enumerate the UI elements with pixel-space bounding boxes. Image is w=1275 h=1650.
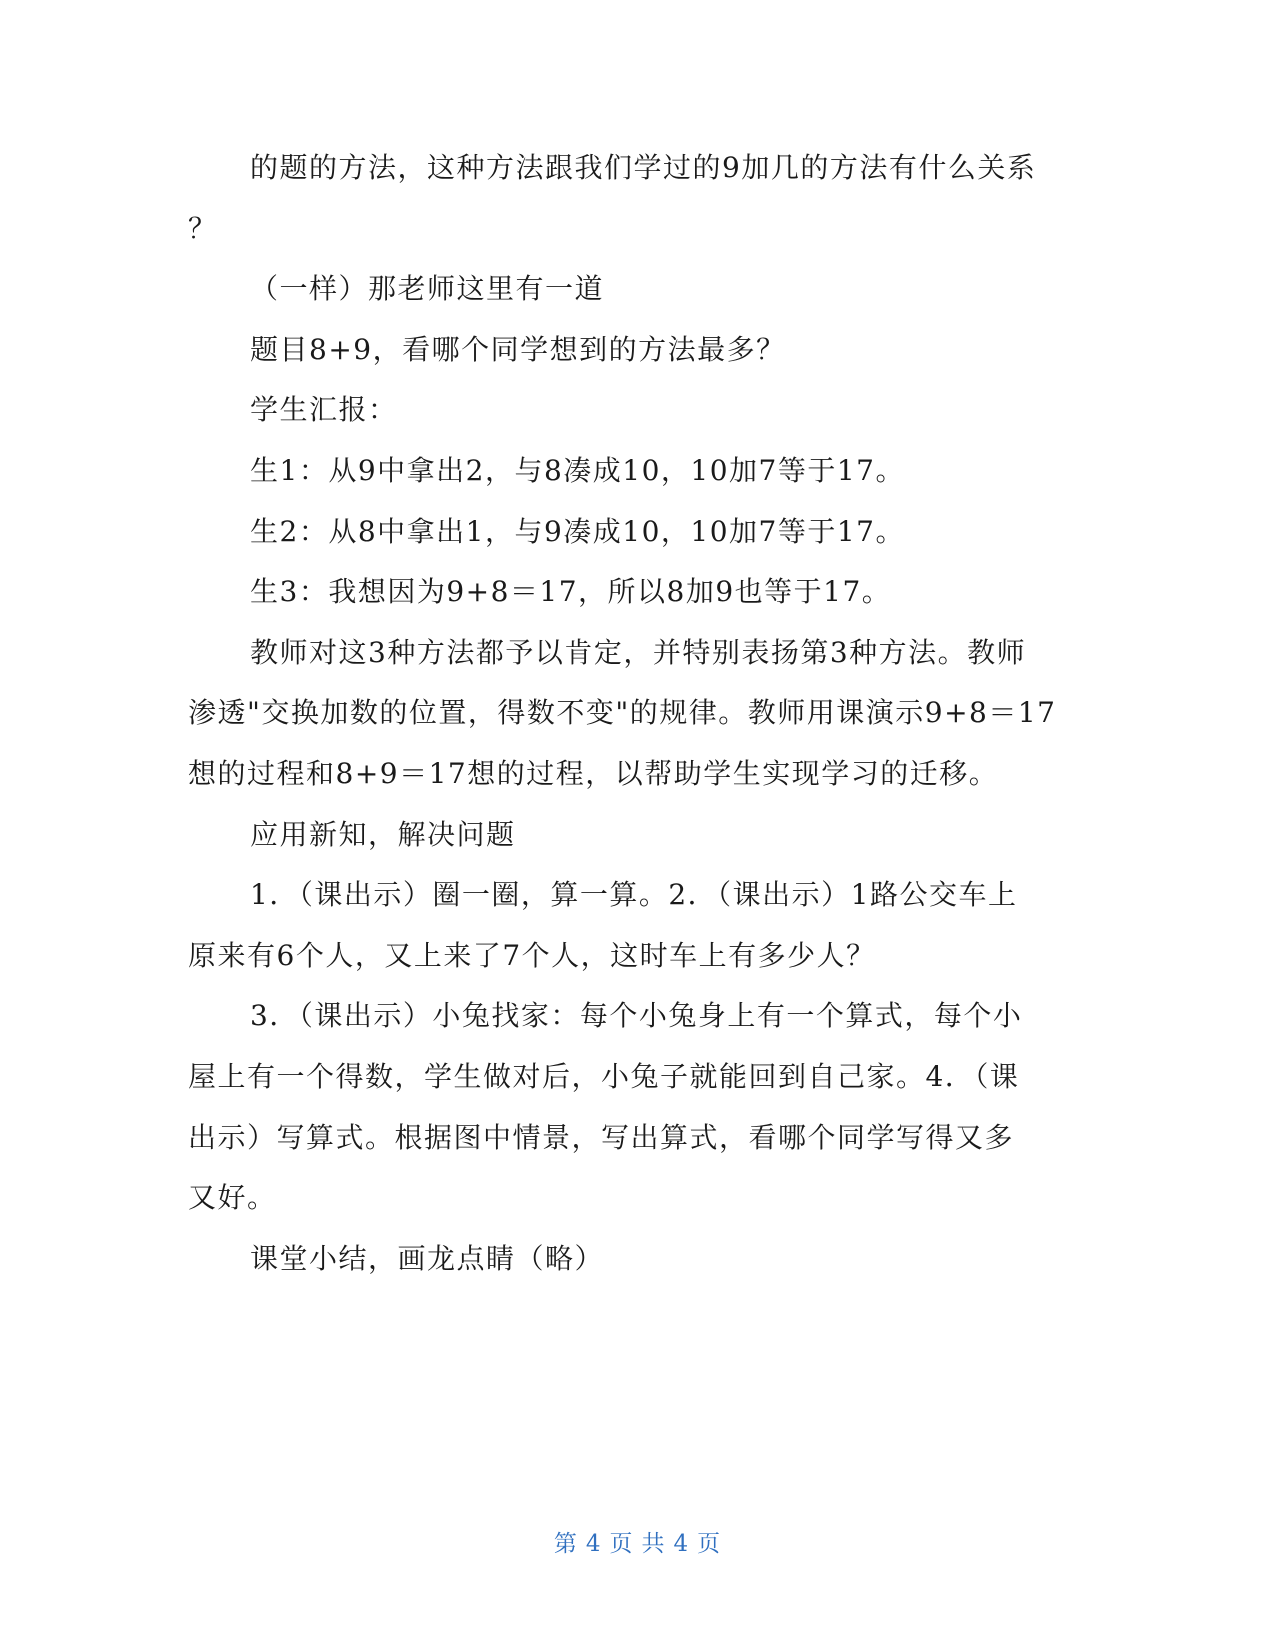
footer-label-unit: 页 bbox=[609, 1531, 634, 1557]
text-line: 又好。 bbox=[188, 1181, 277, 1215]
text-line: 应用新知，解决问题 bbox=[250, 817, 516, 851]
text-line: 的题的方法，这种方法跟我们学过的9加几的方法有什么关系 bbox=[250, 151, 1037, 184]
text-line: 出示）写算式。根据图中情景，写出算式，看哪个同学写得又多 bbox=[188, 1120, 1015, 1154]
text-line: 生3：我想因为9+8＝17，所以8加9也等于17。 bbox=[250, 575, 892, 609]
text-line: 3．（课出示）小兔找家：每个小兔身上有一个算式，每个小 bbox=[250, 999, 1023, 1033]
footer-total-pages: 4 bbox=[673, 1531, 690, 1557]
text-line: 课堂小结，画龙点睛（略） bbox=[250, 1241, 605, 1275]
footer-current-page: 4 bbox=[585, 1531, 602, 1557]
text-line: 学生汇报： bbox=[250, 393, 398, 427]
text-line: 生2：从8中拿出1，与9凑成10，10加7等于17。 bbox=[250, 514, 905, 548]
footer-label-total: 共 bbox=[641, 1531, 666, 1557]
text-line: 想的过程和8+9＝17想的过程，以帮助学生实现学习的迁移。 bbox=[188, 756, 999, 790]
document-body bbox=[188, 138, 1068, 1289]
text-line: 生1：从9中拿出2，与8凑成10，10加7等于17。 bbox=[250, 453, 905, 487]
text-line: 1．（课出示）圈一圈，算一算。2．（课出示）1路公交车上 bbox=[250, 878, 1018, 912]
text-line: 屋上有一个得数，学生做对后，小兔子就能回到自己家。4．（课 bbox=[188, 1059, 1020, 1093]
text-line: ？ bbox=[188, 211, 218, 245]
text-line: 原来有6个人，又上来了7个人，这时车上有多少人？ bbox=[188, 938, 876, 972]
text-line: 渗透"交换加数的位置，得数不变"的规律。教师用课演示9+8＝17 bbox=[188, 696, 1057, 730]
text-line: 题目8+9，看哪个同学想到的方法最多？ bbox=[250, 332, 786, 366]
text-line: 教师对这3种方法都予以肯定，并特别表扬第3种方法。教师 bbox=[250, 635, 1027, 669]
footer-label-unit2: 页 bbox=[697, 1531, 722, 1557]
page-footer bbox=[0, 1525, 1275, 1558]
footer-label-page: 第 bbox=[553, 1531, 578, 1557]
text-line: （一样）那老师这里有一道 bbox=[250, 272, 605, 306]
